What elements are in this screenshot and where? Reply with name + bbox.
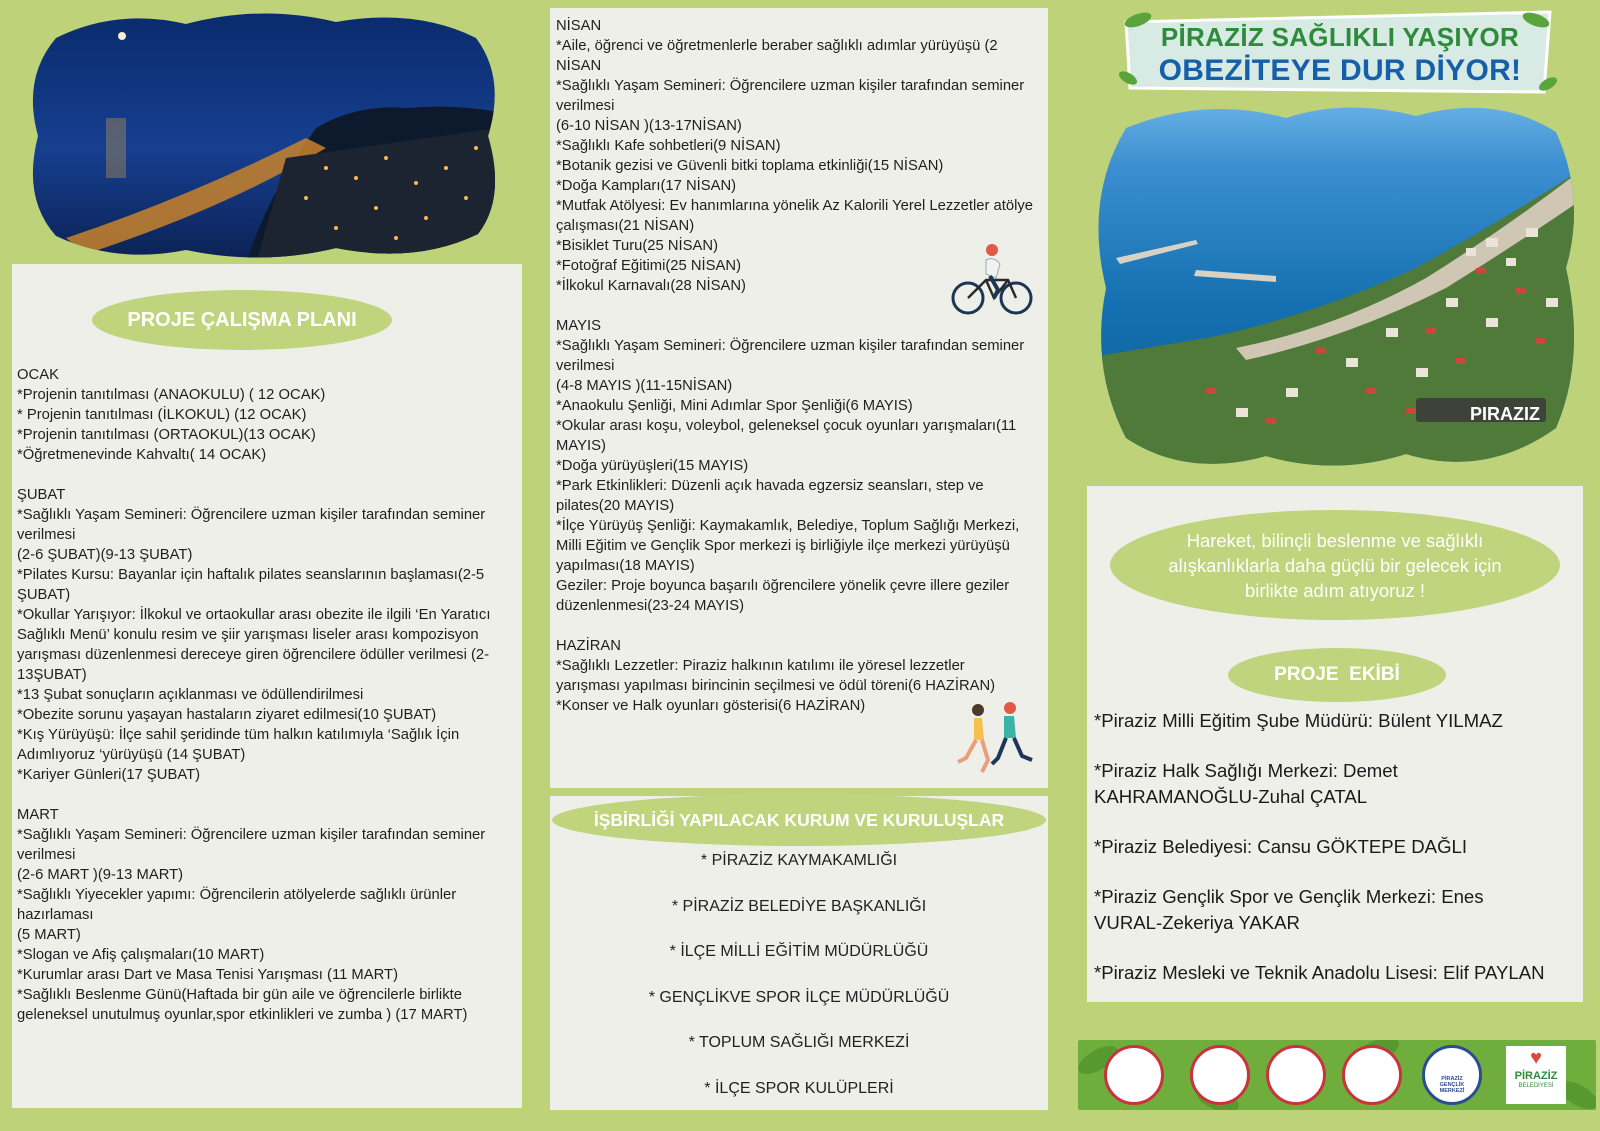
plan-line: *Sağlıklı Yiyecekler yapımı: Öğrencilerin atölyelerde sağlıklı ürünler hazırlaması: [17, 887, 457, 923]
slogan-pill: [1110, 510, 1560, 620]
milli-egitim-logo: [1190, 1045, 1250, 1105]
month-block-subat: [17, 485, 517, 785]
plan-line: *Anaokulu Şenliği, Mini Adımlar Spor Şenliği(6 MAYIS): [556, 398, 913, 414]
photo-badge: PIRAZIZ: [1470, 404, 1540, 424]
team-heading-pill: [1228, 648, 1446, 702]
plan-line: *Botanik gezisi ve Güvenli bitki toplama etkinliği(15 NİSAN): [556, 158, 944, 174]
heart-apple-icon: ♥: [1530, 1047, 1542, 1069]
team-member: *Piraziz Halk Sağlığı Merkezi: Demet KAHRAMANOĞLU-Zuhal ÇATAL: [1094, 760, 1398, 807]
plan-line: *Sağlıklı Kafe sohbetleri(9 NİSAN): [556, 138, 781, 154]
plan-line: *Park Etkinlikleri: Düzenli açık havada egzersiz seansları, step ve pilates(20 MAYIS): [556, 478, 984, 514]
month-name: MART: [17, 807, 59, 823]
logo-strip: [1078, 1040, 1596, 1110]
plan-line: *13 Şubat sonuçların açıklanması ve ödüllendirilmesi: [17, 687, 364, 703]
month-name: MAYIS: [556, 318, 601, 334]
month-name: OCAK: [17, 367, 59, 383]
plan-line: *Sağlıklı Yaşam Semineri: Öğrencilere uzman kişiler tarafından seminer verilmesi: [556, 338, 1025, 374]
genclik-merkezi-text: PİRAZİZ GENÇLİK MERKEZİ: [1439, 1076, 1465, 1094]
cyclist-icon: [950, 240, 1036, 320]
plan-line: *Pilates Kursu: Bayanlar için haftalık pilates seanslarının başlaması(2-5 ŞUBAT): [17, 567, 485, 603]
plan-line: *Projenin tanıtılması (ANAOKULU) ( 12 OCAK): [17, 387, 326, 403]
plan-line: *Mutfak Atölyesi: Ev hanımlarına yönelik Az Kalorili Yerel Lezzetler atölye çalışması(21 NİSAN): [556, 198, 1034, 234]
plan-line: (2-6 MART )(9-13 MART): [17, 867, 184, 883]
plan-line: *Slogan ve Afiş çalışmaları(10 MART): [17, 947, 265, 963]
slogan-text: Hareket, bilinçli beslenme ve sağlıklı alışkanlıklarla daha güçlü bir gelecek için birlikte adım atıyoruz !: [1168, 529, 1502, 601]
team-member: *Piraziz Milli Eğitim Şube Müdürü: Bülent YILMAZ: [1094, 710, 1503, 731]
plan-line: (2-6 ŞUBAT)(9-13 ŞUBAT): [17, 547, 193, 563]
team-member: *Piraziz Mesleki ve Teknik Anadolu Lisesi: Elif PAYLAN: [1094, 962, 1545, 983]
plan-line: *Doğa Kampları(17 NİSAN): [556, 178, 737, 194]
gsb-logo: [1342, 1045, 1402, 1105]
partner-item: * PİRAZİZ BELEDİYE BAŞKANLIĞI: [671, 897, 927, 915]
plan-line: *Sağlıklı Yaşam Semineri: Öğrencilere uzman kişiler tarafından seminer verilmesi: [17, 827, 486, 863]
month-block-ocak: [17, 365, 517, 465]
plan-line: *Öğretmenevinde Kahvaltı( 14 OCAK): [17, 447, 267, 463]
belediye-name: PİRAZİZ: [1514, 1070, 1558, 1082]
plan-line: *Aile, öğrenci ve öğretmenlerle beraber sağlıklı adımlar yürüyüşü (2 NİSAN: [556, 38, 998, 74]
plan-line: (4-8 MAYIS )(11-15NİSAN): [556, 378, 733, 394]
plan-line: *İlkokul Karnavalı(28 NİSAN): [556, 278, 746, 294]
plan-line: * Projenin tanıtılması (İLKOKUL) (12 OCAK): [17, 407, 307, 423]
plan-line: *Doğa yürüyüşleri(15 MAYIS): [556, 458, 749, 474]
kaymakamlik-logo: [1104, 1045, 1164, 1105]
plan-heading-pill: [92, 290, 392, 350]
plan-line: *Kariyer Günleri(17 ŞUBAT): [17, 767, 201, 783]
plan-line: *Sağlıklı Lezzetler: Piraziz halkının katılımı ile yöresel lezzetler yarışması yapılması birincinin seçilmesi ve ödül töreni(6 HAZİRAN): [556, 658, 996, 694]
team-list: [1094, 708, 1584, 1010]
plan-heading: PROJE ÇALIŞMA PLANI: [127, 308, 357, 331]
belediye-logo: [1506, 1046, 1566, 1104]
plan-line: *Fotoğraf Eğitimi(25 NİSAN): [556, 258, 742, 274]
partner-item: * PİRAZİZ KAYMAKAMLIĞI: [700, 852, 898, 869]
plan-mid-text: [556, 16, 1044, 716]
partner-item: * İLÇE SPOR KULÜPLERİ: [704, 1079, 894, 1097]
partners-list: [550, 838, 1048, 1111]
month-name: ŞUBAT: [17, 487, 66, 503]
partner-item: * İLÇE MİLLİ EĞİTİM MÜDÜRLÜĞÜ: [669, 943, 929, 960]
plan-line: (6-10 NİSAN )(13-17NİSAN): [556, 118, 742, 134]
plan-line: (5 MART): [17, 927, 81, 943]
title-line-1: PİRAZİZ SAĞLIKLI YAŞIYOR: [1160, 22, 1520, 52]
plan-line: *Sağlıklı Beslenme Günü(Haftada bir gün aile ve öğrencilerle birlikte geleneksel unutulmuş oyunlar,spor etkinlikleri ve zumba ) (17 MART): [17, 987, 468, 1023]
plan-line: *Kış Yürüyüşü: İlçe sahil şeridinde tüm halkın katılımıyla ‘Sağlık İçin Adımlıyoruz ‘yürüyüşü (14 ŞUBAT): [17, 727, 460, 763]
plan-line: Geziler: Proje boyunca başarılı öğrencilere yönelik çevre illere geziler düzenlenmesi(23-24 MAYIS): [556, 578, 1010, 614]
plan-line: *Projenin tanıtılması (ORTAOKUL)(13 OCAK): [17, 427, 316, 443]
plan-left-text: [17, 365, 517, 1025]
partner-item: * GENÇLİKVE SPOR İLÇE MÜDÜRLÜĞÜ: [648, 988, 950, 1006]
month-name: NİSAN: [556, 18, 602, 34]
belediye-sub: BELEDİYESİ: [1518, 1083, 1554, 1089]
plan-line: *Konser ve Halk oyunları gösterisi(6 HAZİRAN): [556, 698, 866, 714]
month-block-mayis: [556, 316, 1044, 616]
plan-line: *Kurumlar arası Dart ve Masa Tenisi Yarışması (11 MART): [17, 967, 398, 983]
plan-line: *Sağlıklı Yaşam Semineri: Öğrencilere uzman kişiler tarafından seminer verilmesi: [556, 78, 1025, 114]
night-coast-photo: [26, 8, 498, 264]
plan-line: *Obezite sorunu yaşayan hastaların ziyaret edilmesi(10 ŞUBAT): [17, 707, 437, 723]
title-line-2: OBEZİTEYE DUR DİYOR!: [1158, 54, 1522, 87]
plan-line: *İlçe Yürüyüş Şenliği: Kaymakamlık, Belediye, Toplum Sağlığı Merkezi, Milli Eğitim ve Gençlik Spor merkezi iş birliğiyle ilçe merkezi yürüyüşü yapılması(18 MAYIS): [556, 518, 1020, 574]
plan-line: *Okullar Yarışıyor: İlkokul ve ortaokullar arası obezite ile ilgili ‘En Yaratıcı Sağlıklı Menü’ konulu resim ve şiir yarışması liseler arası kompozisyon yarışması düzenlenmesi dereceye giren öğrencilere ödüller verilmesi (2-13ŞUBAT): [17, 607, 491, 683]
team-member: *Piraziz Gençlik Spor ve Gençlik Merkezi: Enes VURAL-Zekeriya YAKAR: [1094, 886, 1484, 933]
month-name: HAZİRAN: [556, 638, 621, 654]
month-block-mart: [17, 805, 517, 1025]
team-heading: PROJE EKİBİ: [1274, 664, 1400, 685]
partner-item: * TOPLUM SAĞLIĞI MERKEZİ: [688, 1034, 910, 1051]
genclik-merkezi-logo: [1422, 1045, 1482, 1105]
partners-heading: İŞBİRLİĞİ YAPILACAK KURUM VE KURULUŞLAR: [593, 809, 1005, 830]
plan-line: *Okular arası koşu, voleybol, geleneksel çocuk oyunları yarışmaları(11 MAYIS): [556, 418, 1017, 454]
team-member: *Piraziz Belediyesi: Cansu GÖKTEPE DAĞLI: [1094, 836, 1468, 857]
plan-line: *Bisiklet Turu(25 NİSAN): [556, 238, 718, 254]
saglik-bakanligi-logo: [1266, 1045, 1326, 1105]
runners-icon: [952, 700, 1036, 778]
plan-line: *Sağlıklı Yaşam Semineri: Öğrencilere uzman kişiler tarafından seminer verilmesi: [17, 507, 486, 543]
